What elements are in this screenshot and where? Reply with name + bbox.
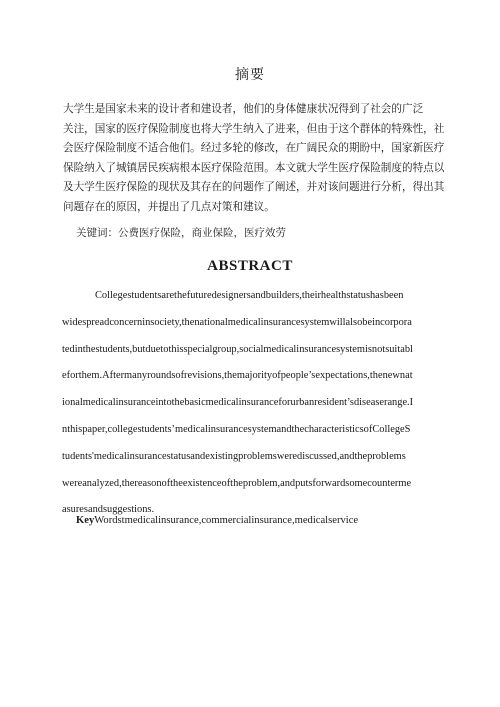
english-abstract-line: wereanalyzed,thereasonoftheexistenceoftheproblem,andputsforwardsomecounterme bbox=[62, 477, 412, 489]
english-abstract-line: ionalmedicalinsuranceintothebasicmedicalinsuranceforurbanresident’sdiseaserange.I bbox=[62, 397, 414, 409]
english-keywords-text: Wordstmedicalinsurance,commercialinsurance,medicalservice bbox=[94, 515, 359, 526]
chinese-abstract-line: 会医疗保险制度不适合他们。经过多轮的修改，在广阔民众的期盼中，国家新医疗 bbox=[63, 142, 445, 154]
english-abstract-line: nthispaper,collegestudents’medicalinsurancesystemandthecharacteristicsofCollegeS bbox=[62, 423, 411, 435]
chinese-keywords: 关键词：公费医疗保险，商业保险，医疗效劳 bbox=[76, 227, 286, 239]
english-abstract-line: tedinthestudents,butduetothisspecialgroup,socialmedicalinsurancesystemisnotsuitabl bbox=[62, 343, 413, 355]
chinese-abstract-line: 及大学生医疗保险的现状及其存在的问题作了阐述，并对该问题进行分析，得出其 bbox=[63, 181, 445, 193]
chinese-abstract-line: 关注，国家的医疗保险制度也将大学生纳入了进来，但由于这个群体的特殊性，社 bbox=[63, 122, 445, 135]
chinese-abstract-title: 摘要 bbox=[235, 67, 265, 83]
english-abstract-line: Collegestudentsarethefuturedesignersandbuilders,theirhealthstatushasbeen bbox=[95, 290, 404, 301]
english-abstract-line: widespreadconcerninsociety,thenationalmedicalinsurancesystemwillalsobeincorpora bbox=[62, 316, 412, 328]
english-keywords bbox=[76, 515, 358, 526]
english-abstract-line: eforthem.Aftermanyroundsofrevisions,themajorityofpeople’sexpectations,thenewnat bbox=[62, 370, 413, 382]
english-keywords-label: Key bbox=[76, 515, 95, 526]
chinese-abstract-body bbox=[63, 100, 455, 217]
english-abstract-title: ABSTRACT bbox=[207, 258, 293, 274]
english-abstract-body bbox=[62, 283, 460, 524]
chinese-abstract-line: 保险纳入了城镇居民疾病根本医疗保险范围。本文就大学生医疗保险制度的特点以 bbox=[63, 161, 445, 174]
chinese-abstract-line: 大学生是国家未来的设计者和建设者，他们的身体健康状况得到了社会的广泛 bbox=[63, 103, 424, 115]
english-abstract-line: asuresandsuggestions. bbox=[62, 504, 155, 516]
english-abstract-line: tudents'medicalinsurancestatusandexistingproblemswerediscussed,andtheproblems bbox=[62, 450, 406, 462]
chinese-abstract-line: 问题存在的原因，并提出了几点对策和建议。 bbox=[63, 200, 275, 213]
